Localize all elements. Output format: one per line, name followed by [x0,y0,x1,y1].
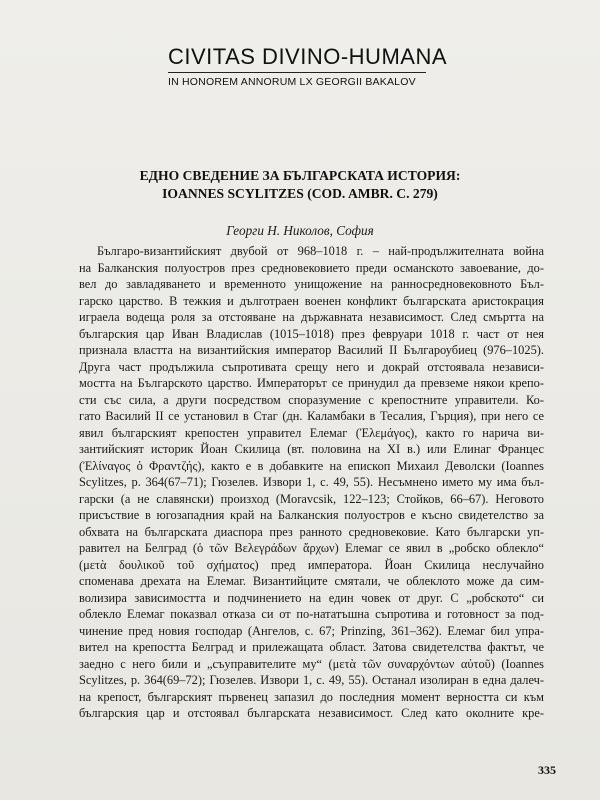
body-line: Scylitzes, p. 364(69–72); Гюзелев. Извори 1, с. 49, 55). Останал изолиран в една далеч- [79,673,544,687]
body-line: Scylitzes, p. 364(67–71); Гюзелев. Извори 1, с. 49, 55). Несъмнено името му има бъл- [79,475,544,489]
body-line: мостта на Българското царство. Императорът се принудил да превземе някои крепо- [79,376,544,390]
body-line: вел до завладяването и временното унищожение на ранносредновековното Бъл- [79,277,544,291]
body-line: българския цар Иван Владислав (1015–1018) през февруари 1018 г. част от нея [79,326,544,341]
body-line: на Балканския полуостров през средновековието преди османското завоевание, до- [79,260,544,275]
body-line: споменава дрехата на Елемаг. Византийците смятали, че облеклото може да сим- [79,574,544,588]
journal-subtitle: IN HONOREM ANNORUM LX GEORGII BAKALOV [168,76,416,88]
body-line: на крепост, българският първенец запазил до последния момент верността си към [79,689,544,704]
body-line: гарско царство. В тежкия и дълготраен военен конфликт българската аристокрация [79,293,544,308]
article-body [79,243,544,722]
body-line: зантийският историк Йоан Скилица (вт. половина на XI в.) или Елинаг Францес [79,442,544,456]
body-line: обхвата на българската диаспора през ранното средновековие. Като български уп- [79,524,544,539]
body-line: чинение пред новия господар (Ангелов, с. 67; Prinzing, 361–362). Елемаг бил упра- [79,623,544,638]
body-line: равител на Белград (ὁ τῶν Βελεγράδων ἄρχων) Елемаг се явил в „робско облекло“ [79,541,544,555]
body-line: заедно с него били и „съуправителите му“ (μετὰ τῶν συναρχόντων αὐτοῦ) (Ioannes [79,656,544,671]
body-line: играела водеща роля за отстояване на държавната независимост. След смъртта на [79,310,544,324]
body-line: (Ἐλίναγος ὁ Φραντζής), както е в добавките на епископ Михаил Деволски (Ioannes [79,458,544,473]
body-line: волизира зависимостта и подчинението на един човек от друг. С „робското“ си [79,590,544,605]
body-line: присъствие в югозападния край на Балканския полуостров е късно свидетелство за [79,508,544,522]
header-rule [168,72,426,73]
article-title-line-2: IOANNES SCYLITZES (COD. AMBR. C. 279) [162,186,438,201]
author-byline: Георги Н. Николов, София [226,223,374,238]
body-line: гато Василий II се установил в Стаг (дн. Каламбаки в Тесалия, Гърция), при него се [79,409,544,423]
body-line: сти със сила, а други посредством споразумение с крепостните управители. Ко- [79,392,544,407]
page-number: 335 [538,763,556,777]
article-title-line-1: ЕДНО СВЕДЕНИЕ ЗА БЪЛГАРСКАТА ИСТОРИЯ: [139,168,461,183]
body-line: (μετὰ δουλικοῦ τοῦ σχήματος) пред императора. Йоан Скилица неслучайно [79,557,544,572]
body-line: признала властта на византийския император Василий II Българоубиец (976–1025). [79,343,544,357]
body-line: Друга част продължила съпротивата срещу него и докрай отстоявала независи- [79,359,544,374]
body-line: гарски (а не славянски) произход (Moravcsik, 122–123; Стойков, 66–67). Неговото [79,491,544,506]
article-title [60,167,540,203]
body-line: явил българският крепостен управител Елемаг (Ἐλεμάγος), както го нарича ви- [79,425,544,440]
body-line: облекло Елемаг показвал отказа си от по-нататъшна съпротива и готовност за под- [79,607,544,621]
body-line: българския цар и отстоявал българската независимост. След като околните кре- [79,706,544,720]
journal-title: CIVITAS DIVINO-HUMANA [168,44,448,69]
body-line: Българо-византийският двубой от 968–1018 г. – най-продължителната война [97,244,544,258]
body-line: вител на крепостта Белград и прилежащата област. Затова свидетелства фактът, че [79,640,544,654]
